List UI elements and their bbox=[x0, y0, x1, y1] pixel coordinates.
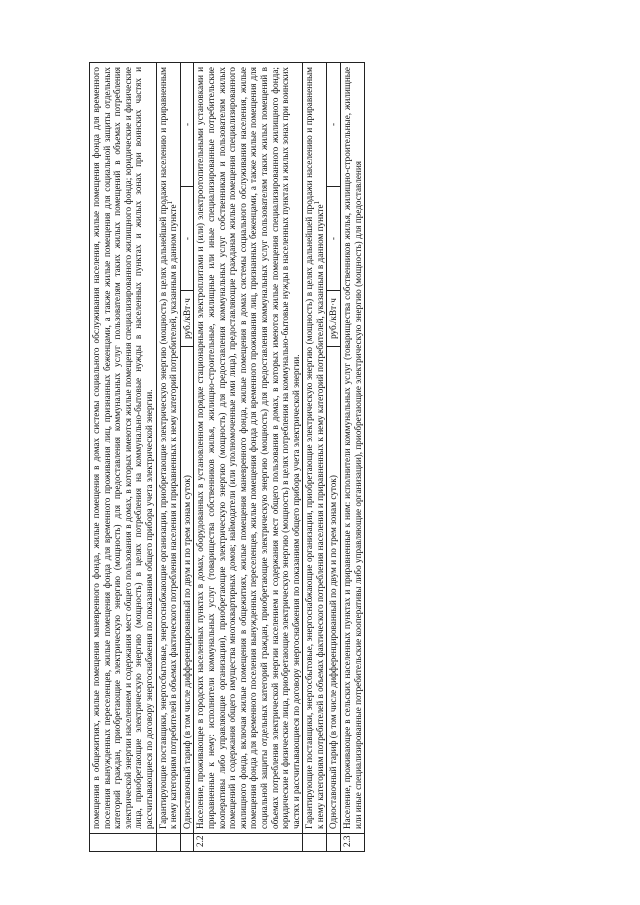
row-number bbox=[156, 834, 180, 852]
row-text: Население, проживающее в городских населенных пунктах в домах, оборудованных в установленном порядке стационарными электроплитами и (или) электроотопительными установками и приравненные к нему: исполнители коммунальных услуг (товарищества собственников жилья, жилищно-строительные, жилищные или иные специализированные потребительские кооперативы либо управляющие организации), приобретающие электрическую энергию (мощность) для предоставления коммунальных услуг собственникам и пользователям жилых помещений и содержания общего имущества многоквартирных домов; наймодатели (или уполномоченные ими лица), предоставляющие гражданам жилые помещения специализированного жилищного фонда, включая жилые помещения в общежитиях, жилые помещения маневренного фонда, жилые помещения в домах системы социального обслуживания населения, жилые помещения фонда для временного поселения вынужденных переселенцев, жилые помещения фонда для временного проживания лиц, признанных беженцами, а также жилые помещения для социальной защиты отдельных категорий граждан, приобретающие электрическую энергию (мощность) для предоставления коммунальных услуг пользователям таких жилых помещений в объемах потребления электрической энергии населением и содержания мест общего пользования в домах, в которых имеются жилые помещения специализированного жилищного фонда; юридические и физические лица, приобретающие электрическую энергию (мощность) в целях потребления на коммунально-бытовые нужды в населенных пунктах и жилых зонах при воинских частях и рассчитывающиеся по договору энергоснабжения по показаниям общего прибора учета электрической энергии. bbox=[194, 63, 303, 834]
table-row bbox=[327, 63, 341, 852]
table-row bbox=[180, 63, 194, 852]
row-number bbox=[327, 834, 341, 852]
row-text-body: Гарантирующие поставщики, энергосбытовые, энергоснабжающие организации, приобретающие электрическую энергию (мощность) в целях дальнейшей продажи населению и приравненным к нему категориям потребителей в объемах фактического потребления населения и приравненных к нему категорий потребителей, указанным в данном пункте bbox=[157, 67, 179, 829]
table-row bbox=[341, 63, 365, 852]
row-text: Одноставочный тариф (в том числе дифференцированный по двум и по трем зонам суток) bbox=[327, 347, 341, 834]
table-row bbox=[303, 63, 327, 852]
table-row bbox=[156, 63, 180, 852]
row-number: 2.3 bbox=[341, 834, 365, 852]
footnote-mark: 1 bbox=[312, 200, 321, 205]
value-cell-2: - bbox=[327, 63, 341, 187]
row-number bbox=[303, 834, 327, 852]
value-cell-1: - bbox=[180, 187, 194, 291]
tariff-table bbox=[89, 62, 365, 852]
rotated-page bbox=[89, 62, 534, 852]
row-number: 2.2 bbox=[194, 834, 303, 852]
row-text-body: Гарантирующие поставщики, энергосбытовые, энергоснабжающие организации, приобретающие электрическую энергию (мощность) в целях дальнейшей продажи населению и приравненным к нему категориям потребителей в объемах фактического потребления населения и приравненных к нему категорий потребителей, указанным в данном пункте bbox=[304, 67, 325, 829]
unit-cell: руб./кВт·ч bbox=[180, 291, 194, 347]
row-text bbox=[156, 63, 180, 834]
row-number bbox=[180, 834, 194, 852]
row-text: Одноставочный тариф (в том числе дифференцированный по двум и по трем зонам суток) bbox=[180, 347, 194, 834]
footnote-mark: 1 bbox=[166, 200, 175, 205]
table-row bbox=[194, 63, 303, 852]
value-cell-1: - bbox=[327, 187, 341, 291]
row-text: Население, проживающее в сельских населенных пунктах и приравненные к ним: исполнители коммунальных услуг (товарищества собственников жилья, жилищно-строительные, жилищные или иные специализированные потребительские кооперативы либо управляющие организации), приобретающие электрическую энергию (мощность) для предоставления bbox=[341, 63, 365, 834]
value-cell-2: - bbox=[180, 63, 194, 187]
row-text bbox=[303, 63, 327, 834]
unit-cell: руб./кВт·ч bbox=[327, 291, 341, 347]
row-text: помещения в общежитиях, жилые помещения маневренного фонда, жилые помещения в домах системы социального обслуживания населения, жилые помещения фонда для временного поселения вынужденных переселенцев, жилые помещения фонда для временного проживания лиц, признанных беженцами, а также жилые помещения для социальной защиты отдельных категорий граждан, приобретающие электрическую энергию (мощность) для предоставления коммунальных услуг пользователям таких жилых помещений в объемах потребления электрической энергии населением и содержания мест общего пользования в домах, в которых имеются жилые помещения специализированного жилищного фонда; юридические и физические лица, приобретающие электрическую энергию (мощность) в целях потребления на коммунально-бытовые нужды в населенных пунктах и жилых зонах при воинских частях и рассчитывающиеся по договору энергоснабжения по показаниям общего прибора учета электрической энергии. bbox=[90, 63, 157, 834]
table-row bbox=[90, 63, 157, 852]
row-number bbox=[90, 834, 157, 852]
